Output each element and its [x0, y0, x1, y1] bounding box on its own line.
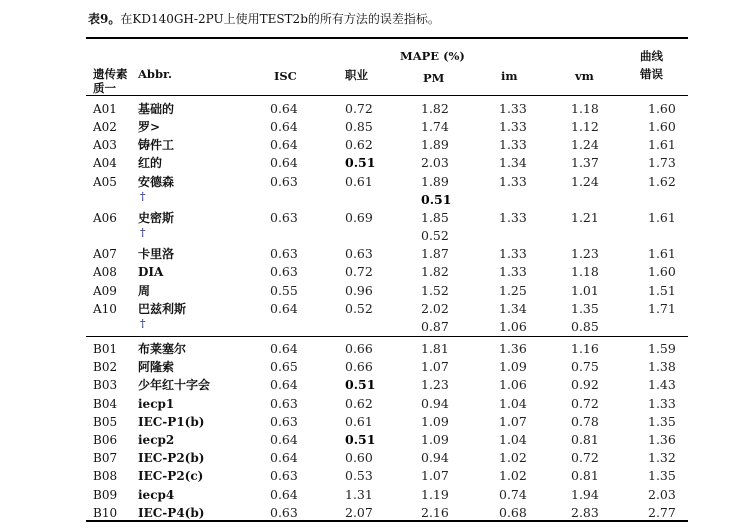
- cell-code: A02: [93, 120, 117, 135]
- cell-pm: 1.19: [421, 486, 449, 502]
- cell-abbr: 巴兹利斯: [138, 301, 187, 316]
- header-abbr: Abbr.: [138, 67, 173, 81]
- cell-code: B09: [93, 487, 118, 502]
- cell-isc: 0.64: [270, 432, 298, 447]
- cell-isc: 0.64: [270, 137, 298, 153]
- cell-isc: 0.63: [270, 413, 298, 429]
- cell-vm: 0.72: [571, 395, 599, 411]
- cell-abbr: 基础的: [138, 102, 175, 116]
- cell-job: 0.62: [345, 137, 373, 153]
- cell-abbr: DIA: [138, 265, 164, 280]
- cell-curve: 1.73: [648, 155, 676, 171]
- cell-job: 0.72: [345, 264, 373, 280]
- cell-abbr: 罗>: [138, 120, 161, 135]
- cell-code: A07: [93, 247, 117, 262]
- header-curve-line2: 错误: [640, 67, 663, 81]
- cell-isc: 0.64: [270, 486, 298, 502]
- cell-curve: 1.36: [648, 432, 676, 447]
- cell-im: 1.04: [499, 432, 527, 447]
- cell-pm: 1.74: [421, 119, 449, 135]
- cell-abbr: iecp4: [138, 487, 175, 502]
- cell-isc: 0.64: [270, 300, 298, 316]
- cell-im: 1.34: [499, 155, 527, 171]
- header-gene-line1: 遗传素: [93, 67, 128, 81]
- header-curve-line1: 曲线: [640, 49, 663, 63]
- bottom-rule: [86, 520, 688, 522]
- cell-pm: 1.81: [421, 341, 449, 356]
- cell-vm: 2.83: [571, 504, 599, 520]
- cell-vm: 1.37: [571, 155, 599, 171]
- cell-curve: 1.62: [648, 173, 676, 189]
- cell-im: 1.02: [499, 450, 527, 466]
- cell-pm: 2.03: [421, 155, 449, 171]
- cell-isc: 0.64: [270, 101, 298, 116]
- caption-label: 表9。: [88, 12, 121, 26]
- cell-curve: 1.32: [648, 450, 676, 466]
- cell-curve: 1.61: [648, 246, 676, 262]
- cell-code: A05: [93, 174, 117, 189]
- cell-curve: 1.43: [648, 377, 676, 393]
- cell-im: 1.06: [499, 377, 527, 393]
- cell-job: 0.53: [345, 468, 373, 484]
- cell-vm: 1.12: [571, 119, 599, 135]
- cell-abbr: IEC-P4(b): [138, 505, 205, 520]
- header-vm: vm: [575, 69, 594, 83]
- cell-abbr: 布莱塞尔: [138, 342, 187, 356]
- cell-pm: 0.52: [421, 228, 449, 244]
- cell-im: 0.68: [499, 504, 527, 520]
- cell-vm: 1.24: [571, 137, 599, 153]
- cell-pm: 1.09: [421, 432, 449, 447]
- cell-job: 0.66: [345, 359, 373, 375]
- cell-job: 0.51: [345, 377, 376, 393]
- cell-abbr: IEC-P2(c): [138, 469, 204, 484]
- cell-curve: 1.71: [648, 300, 676, 316]
- cell-curve: 1.60: [648, 101, 676, 116]
- cell-abbr: 史密斯: [138, 210, 175, 225]
- header-job: 职业: [345, 68, 368, 82]
- cell-im: 1.36: [499, 341, 527, 356]
- cell-pm: 1.89: [421, 137, 449, 153]
- cell-abbr: iecp2: [138, 433, 175, 447]
- top-rule: [86, 37, 688, 39]
- cell-vm: 0.81: [571, 468, 599, 484]
- cell-pm: 1.07: [421, 359, 449, 375]
- cell-job: 0.51: [345, 155, 376, 171]
- cell-abbr: 阿隆索: [138, 360, 175, 375]
- cell-code: B02: [93, 360, 118, 375]
- cell-isc: 0.64: [270, 341, 298, 356]
- cell-isc: 0.64: [270, 155, 298, 171]
- cell-code: B10: [93, 505, 118, 520]
- cell-im: 1.33: [499, 173, 527, 189]
- cell-pm: 1.87: [421, 246, 449, 262]
- cell-pm: 2.16: [421, 504, 449, 520]
- cell-vm: 0.85: [571, 318, 599, 334]
- cell-vm: 1.01: [571, 282, 599, 298]
- cell-abbr: 红的: [138, 156, 163, 171]
- cell-im: 1.02: [499, 468, 527, 484]
- cell-abbr: IEC-P1(b): [138, 414, 205, 429]
- cell-job: 0.96: [345, 282, 373, 298]
- cell-vm: 1.24: [571, 173, 599, 189]
- cell-job: 0.60: [345, 450, 373, 466]
- cell-job: 0.61: [345, 173, 373, 189]
- cell-code: B08: [93, 469, 118, 484]
- cell-pm: 1.52: [421, 282, 449, 298]
- cell-pm: 1.07: [421, 468, 449, 484]
- cell-im: 1.33: [499, 101, 527, 116]
- cell-job: 0.52: [345, 300, 373, 316]
- cell-curve: 1.33: [648, 395, 676, 411]
- cell-im: 1.25: [499, 282, 527, 298]
- cell-curve: 2.77: [648, 504, 676, 520]
- cell-curve: 1.35: [648, 468, 676, 484]
- header-isc: ISC: [274, 69, 297, 83]
- cell-curve: 1.38: [648, 359, 676, 375]
- cell-im: 1.06: [499, 318, 527, 334]
- cell-code: A01: [93, 102, 117, 116]
- cell-vm: 1.94: [571, 486, 599, 502]
- cell-curve: 1.60: [648, 264, 676, 280]
- cell-curve: 1.60: [648, 119, 676, 135]
- cell-curve: 1.51: [648, 282, 676, 298]
- cell-job: 0.51: [345, 432, 376, 447]
- cell-job: 0.69: [345, 209, 373, 225]
- cell-vm: 1.16: [571, 341, 599, 356]
- cell-abbr: 卡里洛: [138, 247, 175, 262]
- cell-im: 1.09: [499, 359, 527, 375]
- cell-abbr: 周: [138, 283, 151, 298]
- cell-im: 1.33: [499, 209, 527, 225]
- cell-job: 0.62: [345, 395, 373, 411]
- cell-code: B01: [93, 342, 118, 356]
- cell-isc: 0.55: [270, 282, 298, 298]
- cell-job: 0.63: [345, 246, 373, 262]
- cell-pm: 0.51: [421, 191, 452, 207]
- cell-job: 0.61: [345, 413, 373, 429]
- cell-job: 0.85: [345, 119, 373, 135]
- cell-pm: 0.87: [421, 318, 449, 334]
- cell-code: A06: [93, 210, 117, 225]
- cell-im: 1.33: [499, 137, 527, 153]
- cell-im: 1.33: [499, 119, 527, 135]
- cell-vm: 0.75: [571, 359, 599, 375]
- cell-isc: 0.64: [270, 450, 298, 466]
- cell-isc: 0.64: [270, 119, 298, 135]
- cell-im: 1.33: [499, 246, 527, 262]
- cell-code: A10: [93, 301, 117, 316]
- cell-code: A04: [93, 156, 117, 171]
- cell-vm: 0.72: [571, 450, 599, 466]
- cell-pm: 1.09: [421, 413, 449, 429]
- cell-pm: 0.94: [421, 450, 449, 466]
- cell-im: 1.34: [499, 300, 527, 316]
- cell-isc: 0.64: [270, 377, 298, 393]
- cell-vm: 0.78: [571, 413, 599, 429]
- cell-abbr: IEC-P2(b): [138, 451, 205, 466]
- cell-curve: 1.35: [648, 413, 676, 429]
- cell-code: B03: [93, 378, 118, 393]
- cell-isc: 0.65: [270, 359, 298, 375]
- cell-isc: 0.63: [270, 504, 298, 520]
- cell-curve: 2.03: [648, 486, 676, 502]
- cell-code: A03: [93, 138, 117, 153]
- cell-pm: 2.02: [421, 300, 449, 316]
- dagger-mark: †: [140, 316, 146, 330]
- cell-code: A08: [93, 265, 117, 280]
- cell-job: 2.07: [345, 504, 373, 520]
- cell-vm: 1.21: [571, 209, 599, 225]
- header-rule: [86, 95, 688, 96]
- header-im: im: [501, 69, 518, 83]
- cell-abbr: 少年红十字会: [138, 378, 211, 393]
- cell-job: 0.72: [345, 101, 373, 116]
- dagger-mark: †: [140, 226, 146, 240]
- cell-pm: 1.85: [421, 209, 449, 225]
- cell-vm: 1.18: [571, 101, 599, 116]
- cell-vm: 1.18: [571, 264, 599, 280]
- cell-vm: 0.81: [571, 432, 599, 447]
- cell-pm: 1.23: [421, 377, 449, 393]
- cell-vm: 1.23: [571, 246, 599, 262]
- cell-pm: 0.94: [421, 395, 449, 411]
- cell-code: B06: [93, 433, 118, 447]
- cell-code: B04: [93, 396, 118, 411]
- cell-isc: 0.63: [270, 209, 298, 225]
- cell-code: A09: [93, 283, 117, 298]
- cell-job: 1.31: [345, 486, 373, 502]
- cell-code: B05: [93, 414, 118, 429]
- cell-im: 1.04: [499, 395, 527, 411]
- cell-pm: 1.89: [421, 173, 449, 189]
- cell-isc: 0.63: [270, 395, 298, 411]
- table-caption: [88, 10, 440, 27]
- cell-job: 0.66: [345, 341, 373, 356]
- header-pm: PM: [423, 71, 445, 85]
- cell-isc: 0.63: [270, 468, 298, 484]
- cell-code: B07: [93, 451, 118, 466]
- cell-curve: 1.59: [648, 341, 676, 356]
- cell-abbr: 铸件工: [138, 138, 175, 153]
- dagger-mark: †: [140, 189, 146, 203]
- cell-vm: 1.35: [571, 300, 599, 316]
- cell-curve: 1.61: [648, 137, 676, 153]
- header-gene-line2: 质一: [93, 81, 116, 95]
- group-separator-rule: [86, 336, 688, 337]
- cell-isc: 0.63: [270, 246, 298, 262]
- cell-vm: 0.92: [571, 377, 599, 393]
- cell-abbr: 安德森: [138, 174, 175, 189]
- cell-isc: 0.63: [270, 264, 298, 280]
- caption-text: 在KD140GH-2PU上使用TEST2b的所有方法的误差指标。: [120, 12, 440, 26]
- cell-pm: 1.82: [421, 101, 449, 116]
- cell-im: 1.07: [499, 413, 527, 429]
- cell-isc: 0.63: [270, 173, 298, 189]
- cell-abbr: iecp1: [138, 396, 175, 411]
- cell-im: 1.33: [499, 264, 527, 280]
- cell-im: 0.74: [499, 486, 527, 502]
- cell-curve: 1.61: [648, 209, 676, 225]
- header-mape: MAPE (%): [400, 49, 465, 63]
- cell-pm: 1.82: [421, 264, 449, 280]
